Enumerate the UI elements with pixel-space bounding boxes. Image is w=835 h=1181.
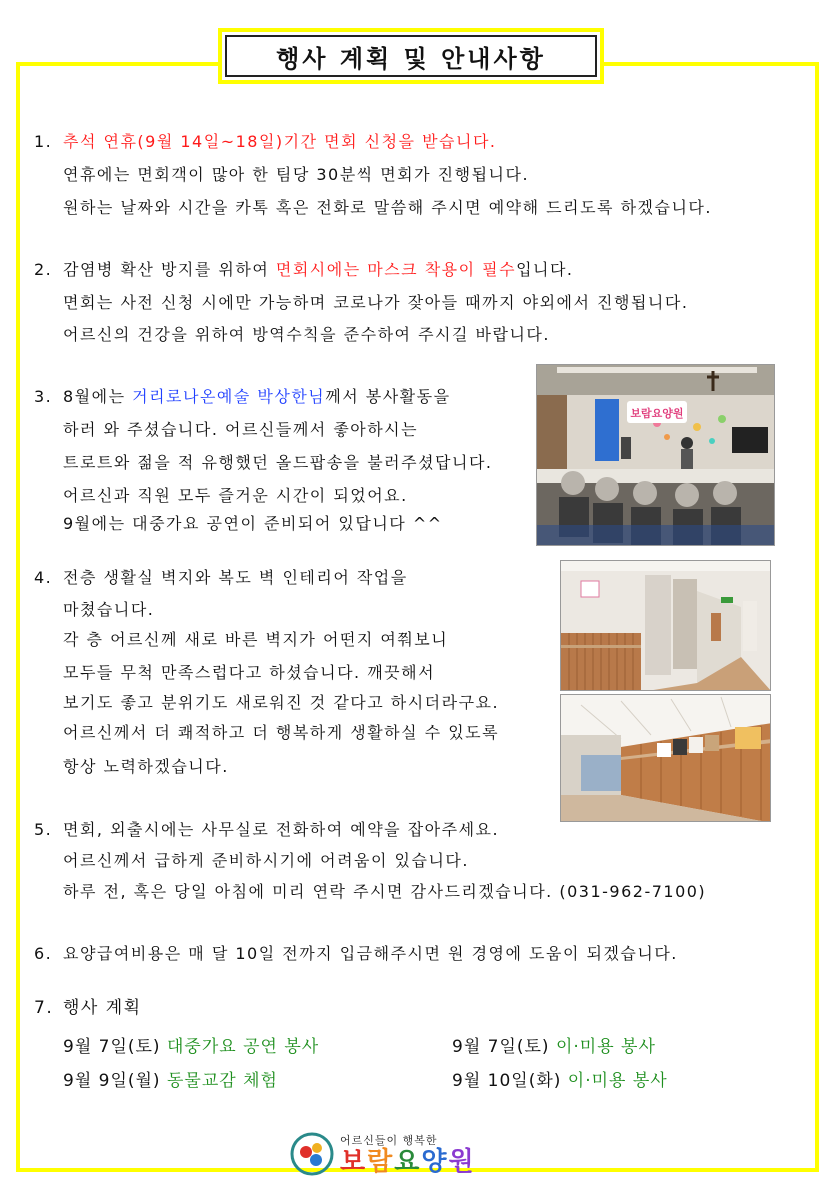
section-5-number: 5. <box>34 820 53 839</box>
section-6-text: 요양급여비용은 매 달 10일 전까지 입금해주시면 원 경영에 도움이 되겠습니다. <box>63 944 678 963</box>
event-date: 9월 7일(토) <box>63 1037 167 1057</box>
concert-photo <box>536 364 775 546</box>
hallway-photo-2 <box>560 694 771 822</box>
section-4-line-4: 보기도 좋고 분위기도 새로워진 것 같다고 하시더라구요. <box>63 693 500 712</box>
section-3-number: 3. <box>34 387 53 406</box>
event-date: 9월 7일(토) <box>452 1037 556 1057</box>
section-4-line-5: 어르신께서 더 쾌적하고 더 행복하게 생활하실 수 있도록 <box>63 723 500 742</box>
event-item <box>452 1032 656 1057</box>
section-2-heading-a: 감염병 확산 방지를 위하여 <box>63 260 276 279</box>
hallway-photo-1 <box>560 560 771 691</box>
section-4-line-3: 모두들 무척 만족스럽다고 하셨습니다. 깨끗해서 <box>63 663 436 682</box>
logo-char-2: 람 <box>367 1147 395 1177</box>
section-1-line-1: 연휴에는 면회객이 많아 한 팀당 30분씩 면회가 진행됩니다. <box>63 165 530 184</box>
logo-char-4: 양 <box>421 1147 449 1177</box>
section-3-heading-highlight: 거리로나온예술 박상한님 <box>132 387 326 406</box>
section-1-number: 1. <box>34 132 53 151</box>
title-box <box>218 28 604 84</box>
logo-char-5: 원 <box>448 1147 476 1177</box>
event-name: 대중가요 공연 봉사 <box>166 1037 320 1057</box>
section-2-heading-c: 입니다. <box>516 260 574 279</box>
logo-name <box>340 1148 476 1176</box>
event-name: 이·미용 봉사 <box>555 1037 656 1057</box>
section-5-line-1: 어르신께서 급하게 준비하시기에 어려움이 있습니다. <box>63 851 469 870</box>
section-4-line-0: 전층 생활실 벽지와 복도 벽 인테리어 작업을 <box>63 568 408 587</box>
event-name: 이·미용 봉사 <box>567 1071 668 1091</box>
section-1-line-2: 원하는 날짜와 시간을 카톡 혹은 전화로 말씀해 주시면 예약해 드리도록 하겠습니다. <box>63 198 712 217</box>
section-2-line-1: 면회는 사전 신청 시에만 가능하며 코로나가 잦아들 때까지 야외에서 진행됩니다. <box>63 293 689 312</box>
section-4-number: 4. <box>34 568 53 587</box>
section-5-heading: 면회, 외출시에는 사무실로 전화하여 예약을 잡아주세요. <box>63 820 500 839</box>
section-3-line-2: 트로트와 젊을 적 유행했던 올드팝송을 불러주셨답니다. <box>63 453 493 472</box>
section-1-heading: 추석 연휴(9월 14일~18일)기간 면회 신청을 받습니다. <box>63 132 497 151</box>
section-2-line-2: 어르신의 건강을 위하여 방역수칙을 준수하여 주시길 바랍니다. <box>63 325 550 344</box>
event-item <box>63 1032 319 1057</box>
section-3-heading <box>63 387 451 407</box>
section-4-line-6: 항상 노력하겠습니다. <box>63 757 229 776</box>
event-item <box>452 1066 668 1091</box>
logo-char-3: 요 <box>394 1147 422 1177</box>
event-name: 동물교감 체험 <box>166 1071 278 1091</box>
section-4-line-1: 마쳤습니다. <box>63 600 155 619</box>
concert-scene <box>537 365 775 546</box>
section-7-number: 7. <box>34 998 54 1018</box>
section-6-number: 6. <box>34 944 53 963</box>
logo-mark-icon <box>290 1132 334 1176</box>
section-2-heading-highlight: 면회시에는 마스크 착용이 필수 <box>275 260 517 279</box>
section-4-line-2: 각 층 어르신께 새로 바른 벽지가 어떤지 여쭤보니 <box>63 630 449 649</box>
section-2-heading <box>63 260 574 280</box>
photo-banner-text: 보람요양원 <box>630 407 684 420</box>
logo-char-1: 보 <box>340 1147 368 1177</box>
section-3-heading-c: 께서 봉사활동을 <box>325 387 451 406</box>
event-date: 9월 10일(화) <box>452 1071 568 1091</box>
section-3-line-1: 하러 와 주셨습니다. 어르신들께서 좋아하시는 <box>63 420 419 439</box>
section-2-number: 2. <box>34 260 53 279</box>
section-3-line-3: 어르신과 직원 모두 즐거운 시간이 되었어요. <box>63 486 408 505</box>
section-7-heading: 행사 계획 <box>63 998 142 1018</box>
hallway-scene-2 <box>561 695 771 822</box>
section-5-line-2: 하루 전, 혹은 당일 아침에 미리 연락 주시면 감사드리겠습니다. (031-962-7100) <box>63 882 707 901</box>
section-3-line-4: 9월에는 대중가요 공연이 준비되어 있답니다 ^^ <box>63 514 443 533</box>
organization-logo <box>290 1132 476 1176</box>
page-title: 행사 계획 및 안내사항 <box>276 44 546 73</box>
event-date: 9월 9일(월) <box>63 1071 167 1091</box>
logo-tagline: 어르신들이 행복한 <box>340 1134 438 1147</box>
hallway-scene-1 <box>561 561 771 691</box>
section-3-heading-a: 8월에는 <box>63 387 133 406</box>
event-item <box>63 1066 278 1091</box>
